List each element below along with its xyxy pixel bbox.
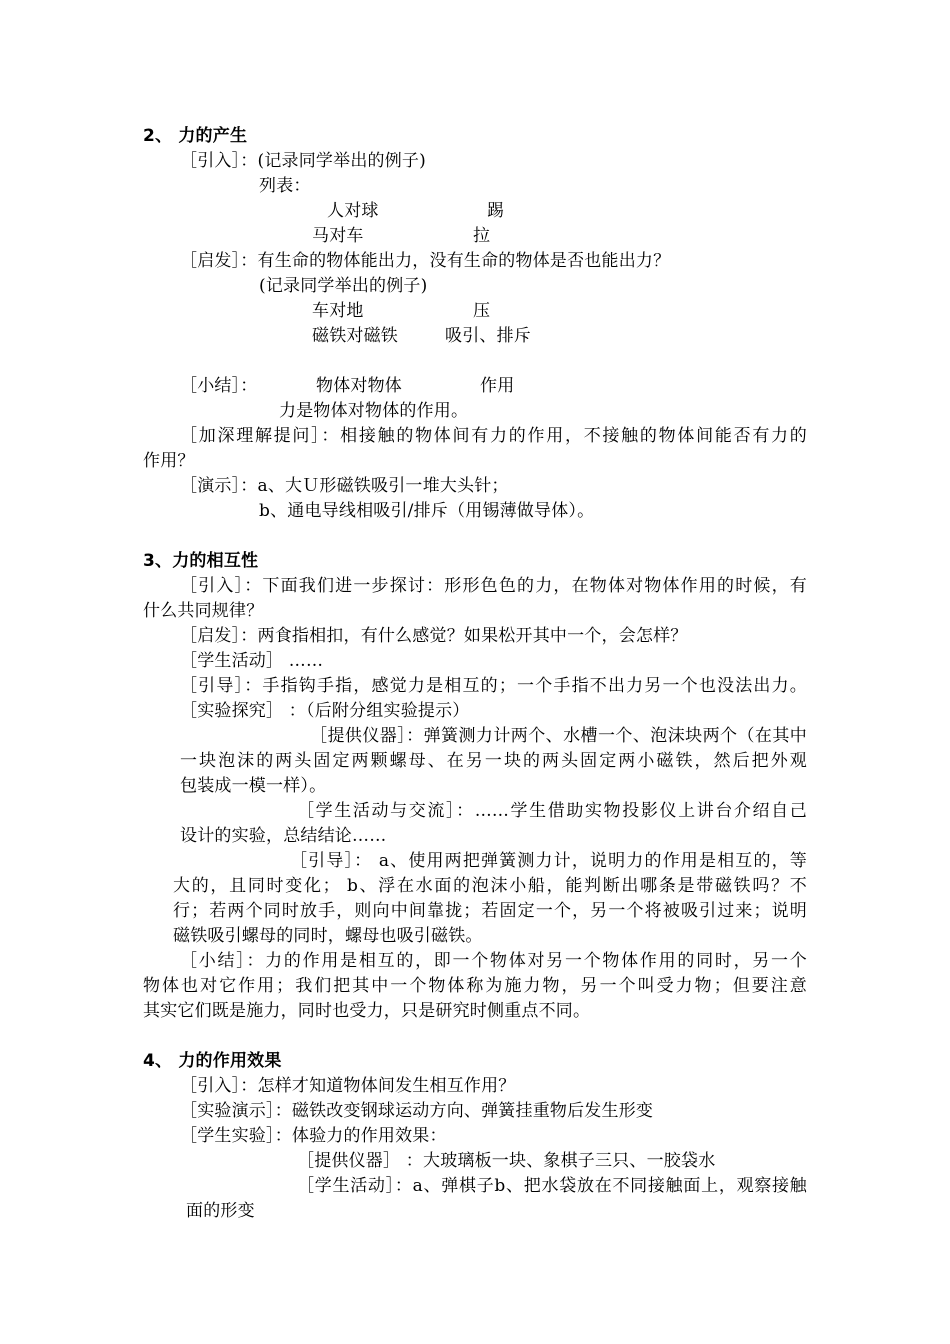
record-line: (记录同学举出的例子) — [259, 276, 428, 296]
section-3-heading: 3、力的相互性 — [143, 551, 259, 571]
example-action: 踢 — [487, 201, 505, 221]
intro-line-cont: 什么共同规律？ — [143, 601, 264, 621]
intro-line: ［引入］：(记录同学举出的例子) — [180, 151, 426, 171]
guide2-line: ［引导］： a、使用两把弹簧测力计，说明力的作用是相互的，等 — [290, 851, 807, 871]
conclusion-line: 力是物体对物体的作用。 — [279, 401, 469, 421]
example-subject: 磁铁对磁铁 — [312, 326, 398, 346]
inspire-line: ［启发］：有生命的物体能出力，没有生命的物体是否也能出力？ — [180, 251, 671, 271]
example-action: 吸引、排斥 — [445, 326, 531, 346]
explore-line: ［实验探究］ ：（后附分组实验提示） — [180, 701, 470, 721]
activity-line: ［学生活动］：a、弹棋子b、把水袋放在不同接触面上，观察接触 — [297, 1176, 807, 1196]
demo-a: ［演示］：a、大Ｕ形磁铁吸引一堆大头针； — [180, 476, 509, 496]
exchange-line-cont: 设计的实验，总结结论…… — [180, 826, 387, 846]
activity-line-cont: 面的形变 — [186, 1201, 255, 1221]
equipment-line: ［提供仪器］：弹簧测力计两个、水槽一个、泡沫块两个（在其中 — [310, 726, 807, 746]
summary-line-cont: 其实它们既是施力，同时也受力，只是研究时侧重点不同。 — [143, 1001, 591, 1021]
summary-label: ［小结］： — [180, 376, 258, 396]
section-2-heading: 2、 力的产生 — [143, 126, 248, 146]
example-subject: 马对车 — [312, 226, 364, 246]
demo-b: b、通电导线相吸引/排斥（用锡薄做导体）。 — [259, 501, 595, 521]
deepen-question: ［加深理解提问］：相接触的物体间有力的作用，不接触的物体间能否有力的 — [180, 426, 807, 446]
section-4-heading: 4、 力的作用效果 — [143, 1051, 282, 1071]
intro-line: ［引入］：怎样才知道物体间发生相互作用？ — [180, 1076, 516, 1096]
summary-line: ［小结］：力的作用是相互的，即一个物体对另一个物体作用的同时，另一个 — [180, 951, 807, 971]
guide-line: ［引导］：手指钩手指，感觉力是相互的；一个手指不出力另一个也没法出力。 — [180, 676, 807, 696]
activity-line: ［学生活动］ …… — [180, 651, 324, 671]
deepen-question-cont: 作用？ — [143, 451, 195, 471]
student-experiment-line: ［学生实验］：体验力的作用效果： — [180, 1126, 447, 1146]
summary-subject: 物体对物体 — [316, 376, 402, 396]
equipment-line-cont: 包装成一模一样）。 — [180, 776, 327, 796]
example-subject: 车对地 — [312, 301, 364, 321]
guide2-line-cont: 行；若两个同时放手，则向中间靠拢；若固定一个，另一个将被吸引过来；说明 — [173, 901, 807, 921]
exchange-line: ［学生活动与交流］：……学生借助实物投影仪上讲台介绍自己 — [297, 801, 807, 821]
equipment-line-cont: 一块泡沫的两头固定两颗螺母、在另一块的两头固定两小磁铁，然后把外观 — [180, 751, 807, 771]
summary-action: 作用 — [480, 376, 515, 396]
example-action: 压 — [473, 301, 491, 321]
example-action: 拉 — [473, 226, 491, 246]
summary-line-cont: 物体也对它作用；我们把其中一个物体称为施力物，另一个叫受力物；但要注意 — [143, 976, 807, 996]
guide2-line-cont: 大的，且同时变化； b、浮在水面的泡沫小船，能判断出哪条是带磁铁吗？不 — [173, 876, 807, 896]
guide2-line-cont: 磁铁吸引螺母的同时，螺母也吸引磁铁。 — [173, 926, 483, 946]
example-subject: 人对球 — [327, 201, 379, 221]
inspire-line: ［启发］：两食指相扣，有什么感觉？如果松开其中一个，会怎样？ — [180, 626, 688, 646]
equipment-line: ［提供仪器］ ：大玻璃板一块、象棋子三只、一胶袋水 — [297, 1151, 716, 1171]
table-label: 列表： — [259, 176, 311, 196]
intro-line: ［引入］：下面我们进一步探讨：形形色色的力，在物体对物体作用的时候，有 — [180, 576, 807, 596]
demo-line: ［实验演示］：磁铁改变钢球运动方向、弹簧挂重物后发生形变 — [180, 1101, 654, 1121]
